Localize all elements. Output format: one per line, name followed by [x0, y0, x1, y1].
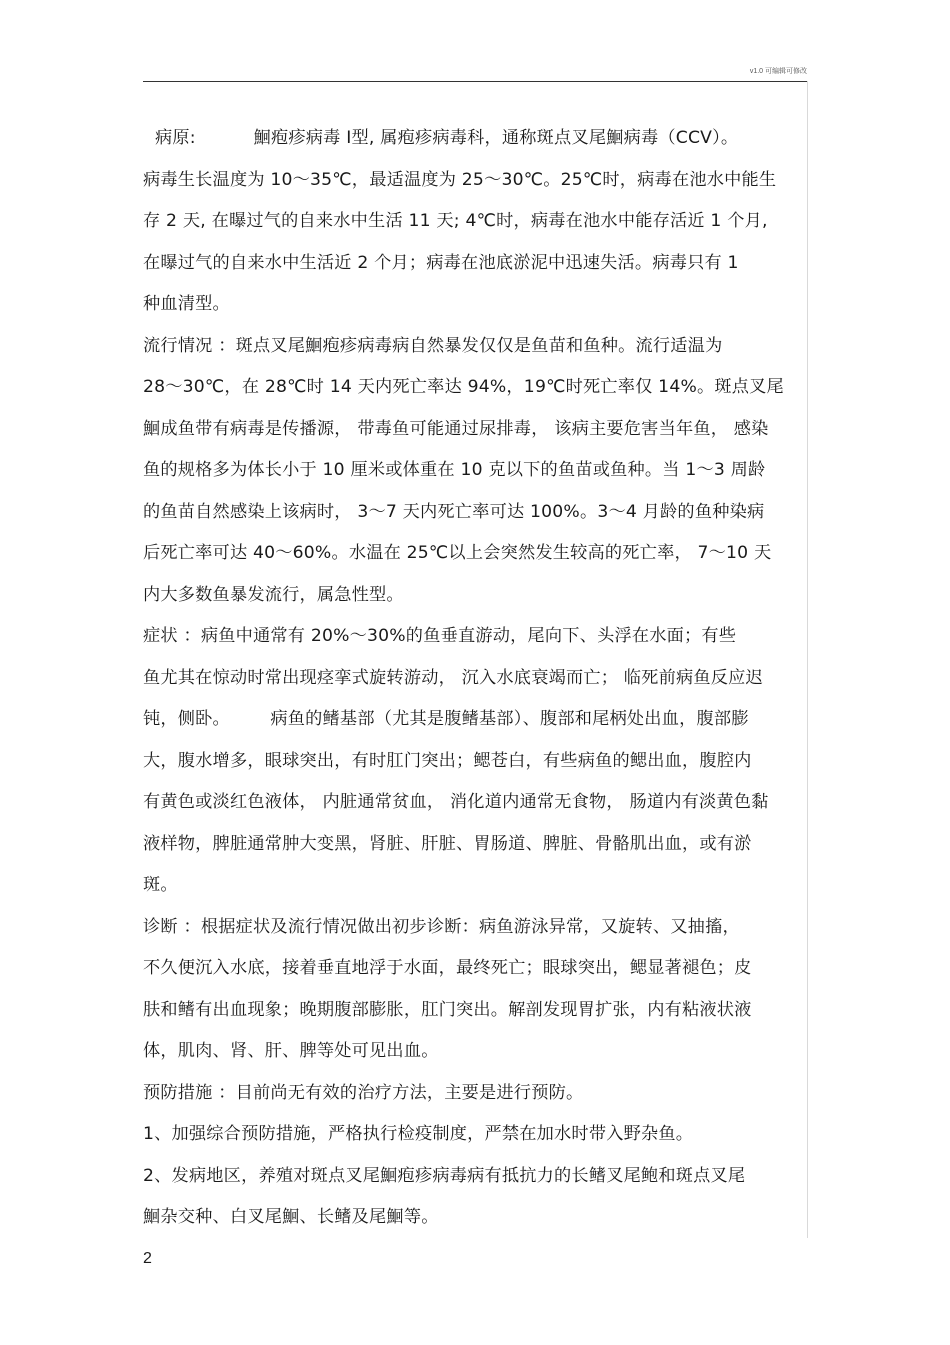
text-line: 体，肌肉、肾、肝、脾等处可见出血。 — [143, 1041, 439, 1061]
text-line: 1、加强综合预防措施，严格执行检疫制度，严禁在加水时带入野杂鱼。 — [143, 1124, 694, 1144]
text-line: 诊断 ：根据症状及流行情况做出初步诊断：病鱼游泳异常，又旋转、又抽搐， — [143, 916, 740, 937]
paragraph-symptoms — [143, 616, 807, 907]
header-divider — [143, 81, 807, 82]
text-line: 鱼尤其在惊动时常出现痉挛式旋转游动， 沉入水底衰竭而亡； 临死前病鱼反应迟 — [143, 667, 763, 688]
text-line: 病原: 鮰疱疹病毒 Ⅰ型, 属疱疹病毒科，通称斑点叉尾鮰病毒（CCV）。 — [155, 128, 739, 148]
text-line: 存 2 天, 在曝过气的自来水中生活 11 天; 4℃时，病毒在池水中能存活近 1 个月, — [143, 211, 768, 231]
text-line: 肤和鳍有出血现象；晚期腹部膨胀，肛门突出。解剖发现胃扩张，内有粘液状液 — [143, 999, 752, 1020]
document-body — [143, 118, 807, 1239]
text-line: 有黄色或淡红色液体， 内脏通常贫血， 消化道内通常无食物， 肠道内有淡黄色黏 — [143, 792, 769, 812]
text-line: 鮰杂交种、白叉尾鮰、长鳍及尾鮰等。 — [143, 1207, 439, 1227]
paragraph-epidemiology — [143, 326, 807, 617]
text-line: 大，腹水增多，眼球突出，有时肛门突出；鳃苍白，有些病鱼的鳃出血，腹腔内 — [143, 750, 752, 771]
text-line: 不久便沉入水底，接着垂直地浮于水面，最终死亡；眼球突出，鳃显著褪色；皮 — [143, 958, 752, 978]
text-line: 鱼的规格多为体长小于 10 厘米或体重在 10 克以下的鱼苗或鱼种。当 1～3 周龄 — [143, 460, 766, 480]
page-number: 2 — [143, 1250, 152, 1267]
header-note: 可编辑可修改 — [765, 68, 807, 75]
text-line: 的鱼苗自然感染上该病时， 3～7 天内死亡率可达 100%。3～4 月龄的鱼种染病 — [143, 501, 765, 522]
text-line: 病毒生长温度为 10～35℃，最适温度为 25～30℃。25℃时，病毒在池水中能生 — [143, 169, 777, 190]
paragraph-prevention — [143, 1073, 807, 1239]
text-line: 鮰成鱼带有病毒是传播源， 带毒鱼可能通过尿排毒， 该病主要危害当年鱼， 感染 — [143, 418, 769, 439]
text-line: 液样物，脾脏通常肿大变黑，肾脏、肝脏、胃肠道、脾脏、骨骼肌出血，或有淤 — [143, 833, 752, 854]
text-line: 后死亡率可达 40～60%。水温在 25℃以上会突然发生较高的死亡率， 7～10 天 — [143, 543, 772, 563]
header-version: v1.0 — [749, 68, 764, 75]
paragraph-pathogen — [143, 118, 807, 326]
text-line: 28～30℃，在 28℃时 14 天内死亡率达 94%，19℃时死亡率仅 14%。斑点叉尾 — [143, 377, 784, 397]
text-line: 在曝过气的自来水中生活近 2 个月；病毒在池底淤泥中迅速失活。病毒只有 1 — [143, 252, 739, 273]
text-line: 内大多数鱼暴发流行，属急性型。 — [143, 584, 404, 605]
page-header — [750, 66, 807, 76]
paragraph-diagnosis — [143, 907, 807, 1073]
text-line: 2、发病地区，养殖对斑点叉尾鮰疱疹病毒病有抵抗力的长鳍叉尾鲍和斑点叉尾 — [143, 1165, 746, 1186]
right-margin-rule — [807, 81, 808, 1238]
text-line: 钝，侧卧。 病鱼的鳍基部（尤其是腹鳍基部）、腹部和尾柄处出血，腹部膨 — [143, 709, 749, 729]
text-line: 症状 ：病鱼中通常有 20%～30%的鱼垂直游动，尾向下、头浮在水面；有些 — [143, 626, 737, 646]
text-line: 预防措施 ：目前尚无有效的治疗方法，主要是进行预防。 — [143, 1082, 584, 1103]
text-line: 种血清型。 — [143, 294, 230, 314]
text-line: 斑。 — [143, 875, 178, 895]
text-line: 流行情况 ：斑点叉尾鮰疱疹病毒病自然暴发仅仅是鱼苗和鱼种。流行适温为 — [143, 335, 723, 356]
